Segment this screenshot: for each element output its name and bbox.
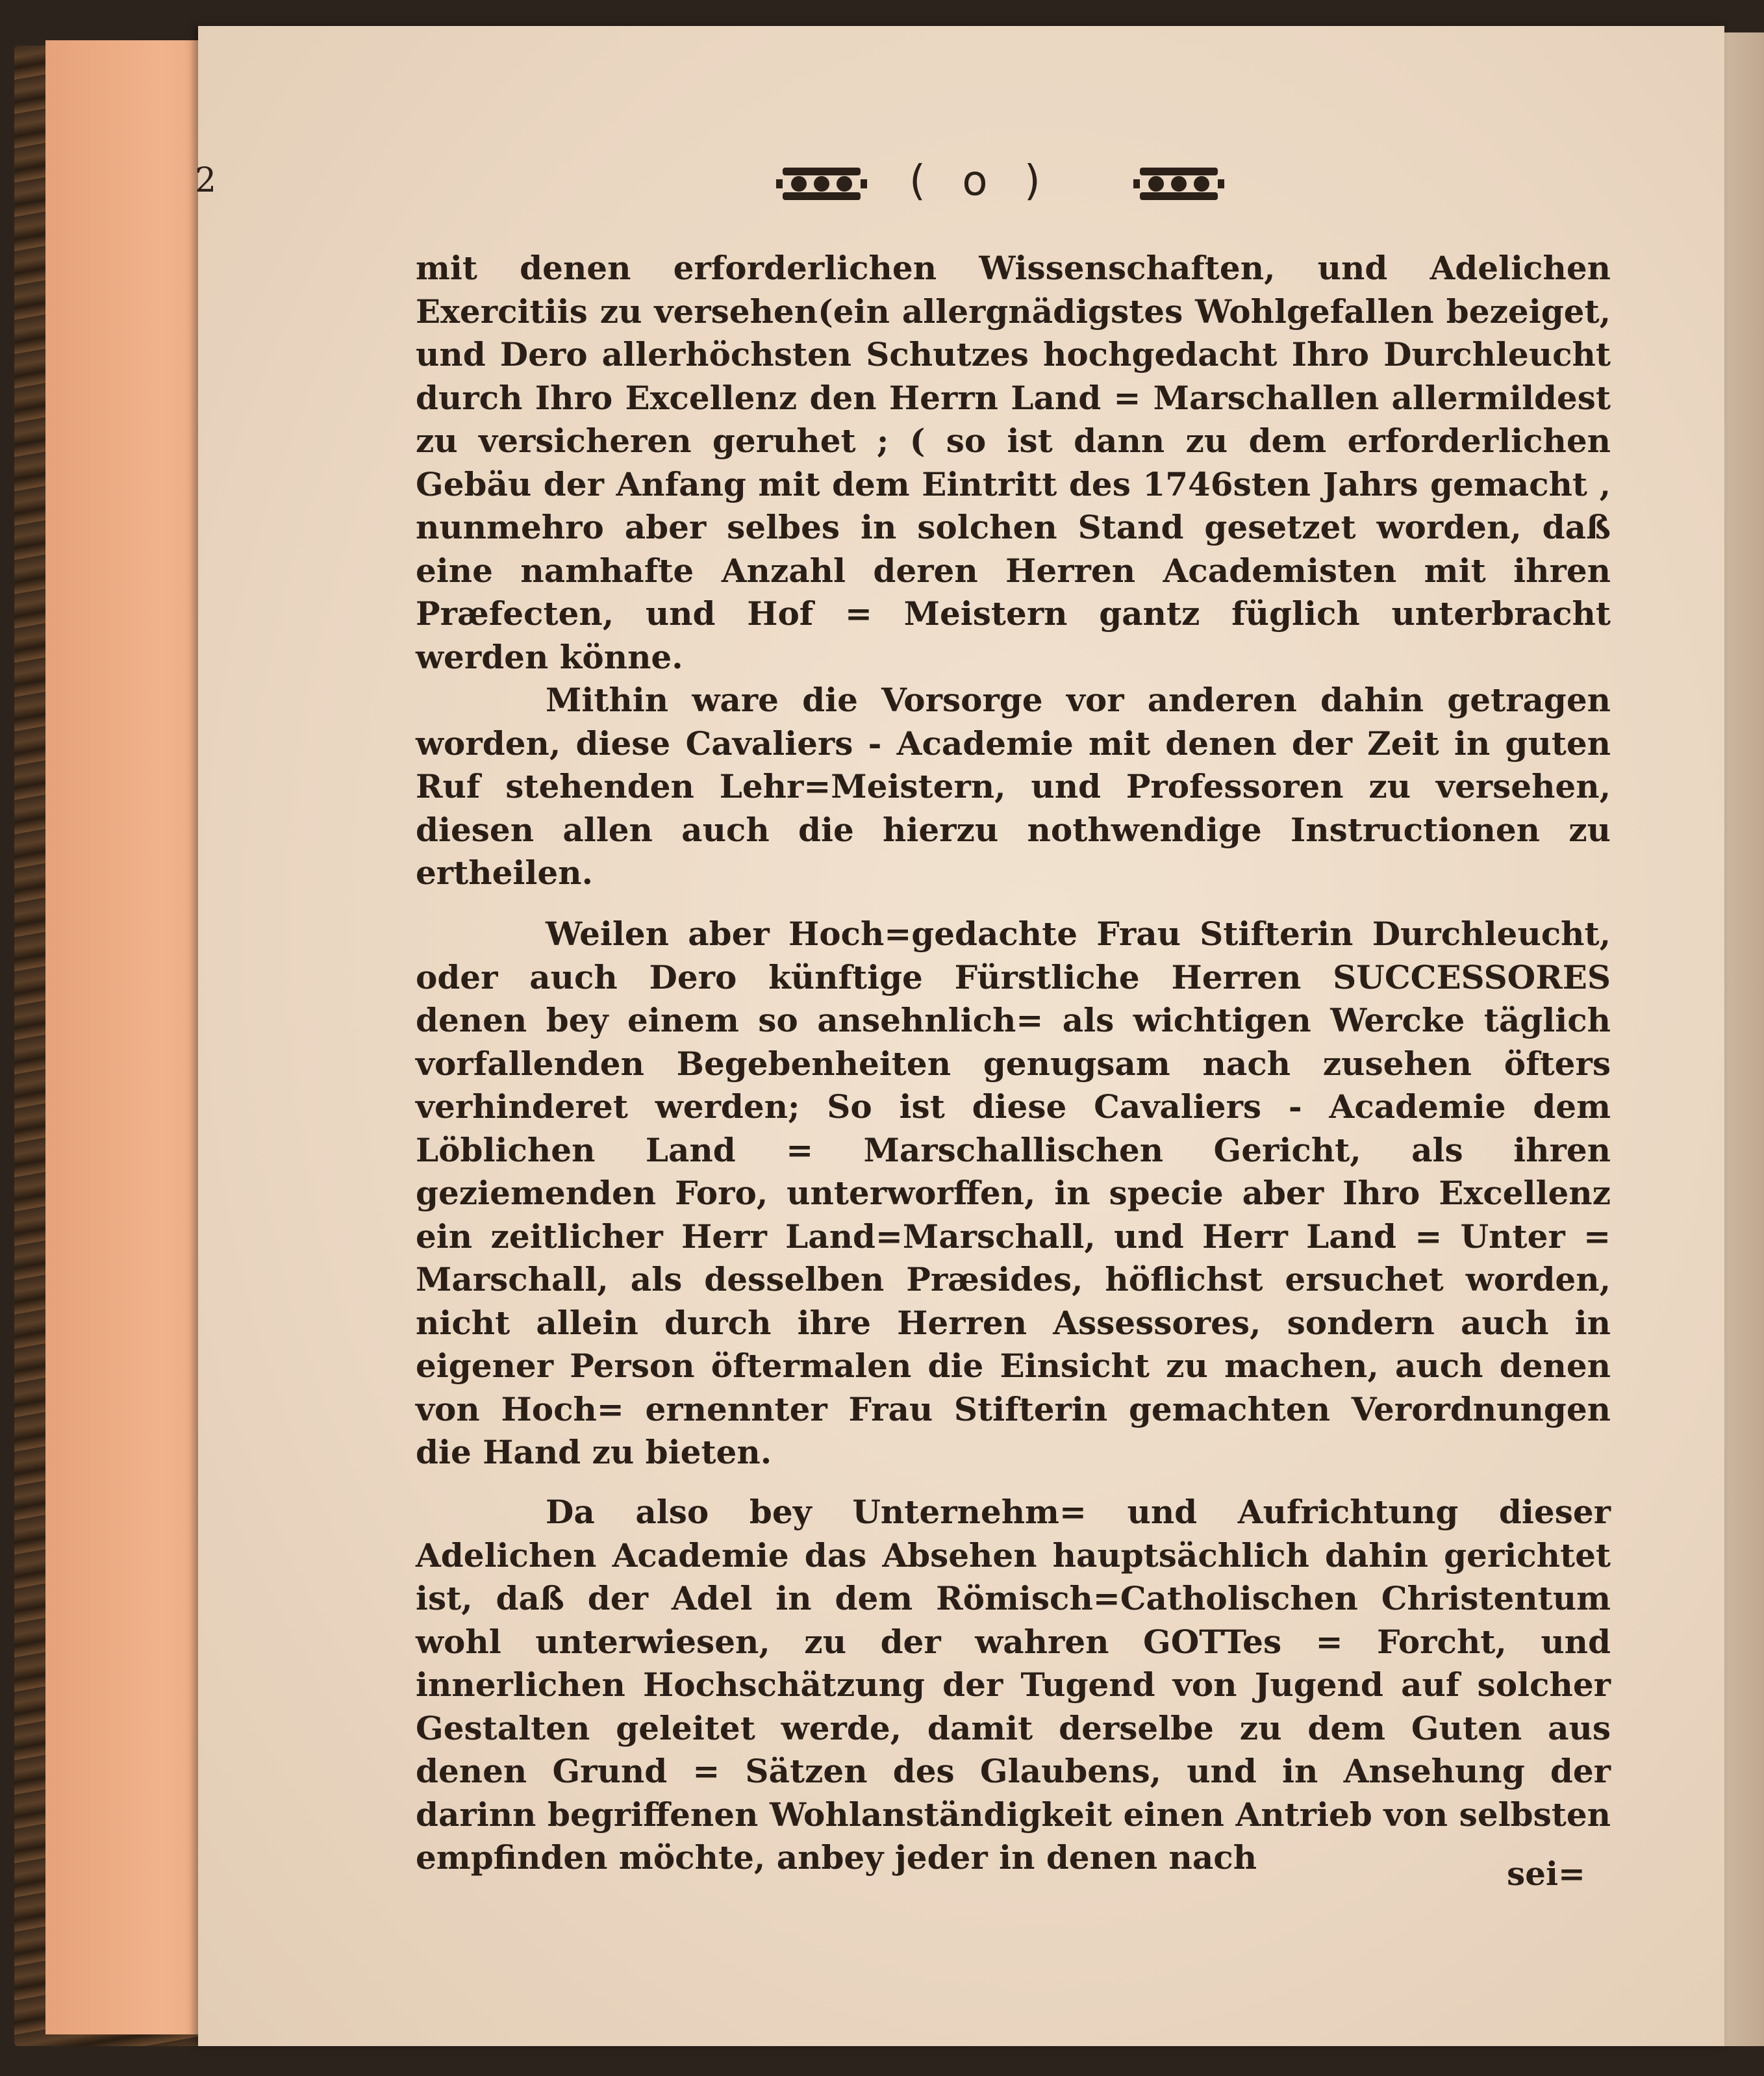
ornament-right-icon (1133, 161, 1224, 207)
paragraph-4 (416, 1491, 1611, 1880)
paragraph-2 (416, 679, 1611, 895)
paragraph-1 (416, 247, 1611, 679)
paragraph-3 (416, 913, 1611, 1475)
paragraph-3-text: Weilen aber Hoch=gedachte Frau Stifterin Durchleucht, oder auch Dero künftige Fürstliche Herren SUCCESSORES denen bey einem so ansehnlich= als wichtigen Wercke täglich vorfallenden Begebenheiten genugsam nach zusehen öfters verhinderet werden; So ist diese Cavaliers - Academie dem Löblichen Land = Marschallischen Gericht, als ihren geziemenden Foro, unterworffen, in specie aber Ihro Excellenz ein zeitlicher Herr Land=Marschall, und Herr Land = Unter = Marschall, als desselben Præsides, höflichst ersuchet worden, nicht allein durch ihre Herren Assessores, sondern auch in eigener Person öftermalen die Einsicht zu machen, auch denen von Hoch= ernennter Frau Stifterin gemachten Verordnungen die Hand zu bieten. (416, 915, 1611, 1471)
signature-mark: ( o ) (909, 157, 1052, 205)
page-number: 2 (195, 161, 217, 200)
catchword: sei= (1507, 1854, 1585, 1893)
paragraph-1-text: mit denen erforderlichen Wissenschaften, und Adelichen Exercitiis zu versehen(ein allergnädigstes Wohlgefallen bezeiget, und Dero allerhöchsten Schutzes hochgedacht Ihro Durchleucht durch Ihro Excellenz den Herrn Land = Marschallen allermildest zu versicheren geruhet ; ( so ist dann zu dem erforderlichen Gebäu der Anfang mit dem Eintritt des 1746sten Jahrs gemacht , nunmehro aber selbes in solchen Stand gesetzet worden, daß eine namhafte Anzahl deren Herren Academisten mit ihren Præfecten, und Hof = Meistern gantz füglich unterbracht werden könne. (416, 249, 1611, 676)
paragraph-2-text: Mithin ware die Vorsorge vor anderen dahin getragen worden, diese Cavaliers - Academie mit denen der Zeit in guten Ruf stehenden Lehr=Meistern, und Professoren zu versehen, diesen allen auch die hierzu nothwendige Instructionen zu ertheilen. (416, 681, 1611, 892)
paragraph-4-text: Da also bey Unternehm= und Aufrichtung dieser Adelichen Academie das Absehen hauptsächlich dahin gerichtet ist, daß der Adel in dem Römisch=Catholischen Christentum wohl unterwiesen, zu der wahren GOTTes = Forcht, und innerlichen Hochschätzung der Tugend von Jugend auf solcher Gestalten geleitet werde, damit derselbe zu dem Guten aus denen Grund = Sätzen des Glaubens, und in Ansehung der darinn begriffenen Wohlanständigkeit einen Antrieb von selbsten empfinden möchte, anbey jeder in denen nach (416, 1493, 1611, 1877)
next-page-edge (1724, 32, 1764, 2046)
ornament-left-icon (776, 161, 867, 207)
